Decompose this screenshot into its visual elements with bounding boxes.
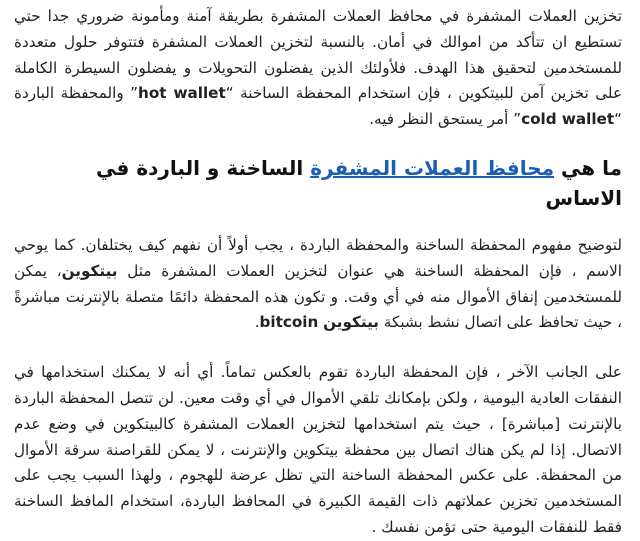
para3-text: على الجانب الآخر ، فإن المحفظة الباردة تقوم بالعكس تماماً. أي أنه لا يمكنك استخدامها في النفقات العادية اليومية ، ولكن بإمكانك تلقي الأموال في أي وقت معين. لن تتصل المحفظة الباردة بالإنترنت [مباشرة] ، حيث يتم استخدامها لتخزين العملات المشفرة كالبيتكوين في وضع عدم الاتصال. إذا لم يكن هناك اتصال بين محفظة بيتكوين والإنترنت ، لا يمكن للقراصنة سرقة الأموال من المحفظة. على عكس المحفظة الساخنة التي تظل عرضة للهجوم ، ولهذا السبب يجب على المستخدمين تخزين عملاتهم ذات القيمة الكبيرة في المحافظ الباردة، استخدام المافظ الساخنة فقط للنفقات اليومية حتى تؤمن نفسك . <box>14 363 622 536</box>
bitcoin-term-2: بيتكوين <box>323 313 379 332</box>
para2-text-2: ، يمكن للمستخدمين إنفاق الأموال منه في أي وقت. و تكون هذه المحفظة دائمًا متصلة بالإنترنت مباشرةً ، حيث تحافظ على اتصال نشط بشبكة <box>14 261 622 332</box>
article-body <box>14 0 622 541</box>
para2-text-1: لتوضيح مفهوم المحفظة الساخنة والمحفظة الباردة ، يجب أولاً أن نفهم كيف يختلفان. كما يوحي الاسم ، فإن المحفظة الساخنة هي عنوان لتخزين العملات المشفرة مثل <box>14 235 622 280</box>
intro-text-1: تخزين العملات المشفرة في محافظ العملات المشفرة بطريقة آمنة ومأمونة ضروري جدا حتي تستطيع ان تتأكد من اموالك في أمان. بالنسبة لتخزين العملات المشفرة فتتوفر حلول متعددة للمستخدمين لتحقيق هذا الهدف. فلأولئك الذين يفضلون التحويلات و يفضلون السيطرة الكاملة على تخزين آمن للبيتكوين ، فإن استخدام المحفظة الساخنة “ <box>14 7 623 103</box>
bitcoin-term-1: بيتكوين <box>61 261 118 280</box>
intro-paragraph <box>14 4 622 133</box>
hot-wallet-term: hot wallet <box>138 84 226 103</box>
intro-text-2: ” والمحفظة الباردة “ <box>14 84 622 129</box>
definition-paragraph <box>14 233 622 336</box>
cold-wallet-paragraph <box>14 360 622 541</box>
bitcoin-latin-term: bitcoin <box>259 313 319 332</box>
section-heading <box>14 153 622 213</box>
crypto-wallets-link[interactable]: محافظ العملات المشفرة <box>310 155 555 180</box>
heading-suffix: الساخنة و الباردة في الاساس <box>96 155 622 210</box>
heading-prefix: ما هي <box>554 155 622 180</box>
para2-text-3: . <box>254 313 260 332</box>
cold-wallet-term: cold wallet <box>521 110 615 129</box>
intro-text-3: ” أمر يستحق النظر فيه. <box>369 110 522 129</box>
